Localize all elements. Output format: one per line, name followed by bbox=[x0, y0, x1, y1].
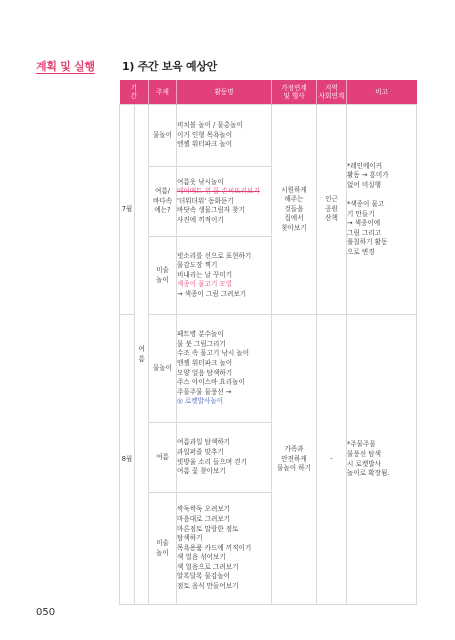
activity-list: 페트병 분수놀이 물 붓 그림그리기 수조 속 물고기 낚시 놀이 엔젤 워터파크 놀이 모양 얼음 탐색하기 주스 아이스바 요리놀이 주물주물 물풍선 → ◎ 로켓발사놀이 bbox=[177, 315, 272, 423]
weekly-plan-table bbox=[119, 80, 417, 605]
header-note: 비고 bbox=[347, 80, 417, 105]
activity-list: 여름과일 탐색하기 과일퍼즐 맞추기 빗방울 소리 들으며 걷기 여름 꽃 찾아보기 bbox=[177, 423, 272, 493]
header-period: 기 간 bbox=[120, 80, 149, 105]
activity-list: 여름옷 낚시놀이 에어매트 위 물 손씨뜨리보기 '더워더워' 동화듣기 바닷속 생물그림자 찾기 사진에 끼적이기 bbox=[177, 167, 272, 237]
topic-cell: 물놀이 bbox=[149, 105, 177, 167]
header-family: 가정연계 및 행사 bbox=[272, 80, 317, 105]
table-row bbox=[120, 315, 417, 423]
activity-list: 비치볼 놀이 / 물총놀이 이거 인형 목욕놀이 엔젤 워터파크 놀이 bbox=[177, 105, 272, 167]
community-link-cell: 인근 공원 산책 bbox=[317, 105, 347, 315]
month-july: 7월 bbox=[120, 105, 135, 315]
section-title: 계획 및 실행 bbox=[36, 60, 95, 73]
note-cell: *레인메이커 활동 → 흥미가 없어 미실행 *색종이 물고 기 만들기 → 색종이에 그림 그리고 풀칠하기 활동 으로 변경 bbox=[347, 105, 417, 315]
month-august: 8월 bbox=[120, 315, 135, 605]
topic-cell: 미술 놀이 bbox=[149, 237, 177, 315]
activity-list: 싹둑싹둑 오려보기 마음대로 그려보기 마른점토 말랑한 점토 탐색하기 목욕용품 카드에 끼적이기 색 얼음 섞어보기 색 얼음으로 그려보기 알록달록 물감놀이 점토 음식 만들어보기 bbox=[177, 493, 272, 605]
family-link-cell: 가족과 안전하게 물놀이 하기 bbox=[272, 315, 317, 605]
header-topic: 주제 bbox=[149, 80, 177, 105]
community-link-cell: - bbox=[317, 315, 347, 605]
header-activity: 활동명 bbox=[177, 80, 272, 105]
topic-cell: 여름/ 바다속 에는? bbox=[149, 167, 177, 237]
page-number: 050 bbox=[36, 607, 56, 618]
rocket-activity: ◎ 로켓발사놀이 bbox=[177, 397, 224, 406]
season-label: 여 름 bbox=[135, 105, 149, 605]
topic-cell: 물놀이 bbox=[149, 315, 177, 423]
table-row bbox=[120, 105, 417, 167]
table-header-row bbox=[120, 80, 417, 105]
header-community: 지역 사회연계 bbox=[317, 80, 347, 105]
activity-list: 빗소리를 선으로 표현하기 물감도장 찍기 비내리는 날 꾸미기 색종이 물고기 모빌 → 색종이 그림 그려보기 bbox=[177, 237, 272, 315]
plan-title: 1) 주간 보육 예상안 bbox=[122, 60, 217, 73]
family-link-cell: 시원하게 해주는 것들을 집에서 찾아보기 bbox=[272, 105, 317, 315]
note-cell: *주물주물 물풍선 탐색 시 로켓발사 놀이로 확장됨. bbox=[347, 315, 417, 605]
topic-cell: 여름 bbox=[149, 423, 177, 493]
topic-cell: 미술 놀이 bbox=[149, 493, 177, 605]
